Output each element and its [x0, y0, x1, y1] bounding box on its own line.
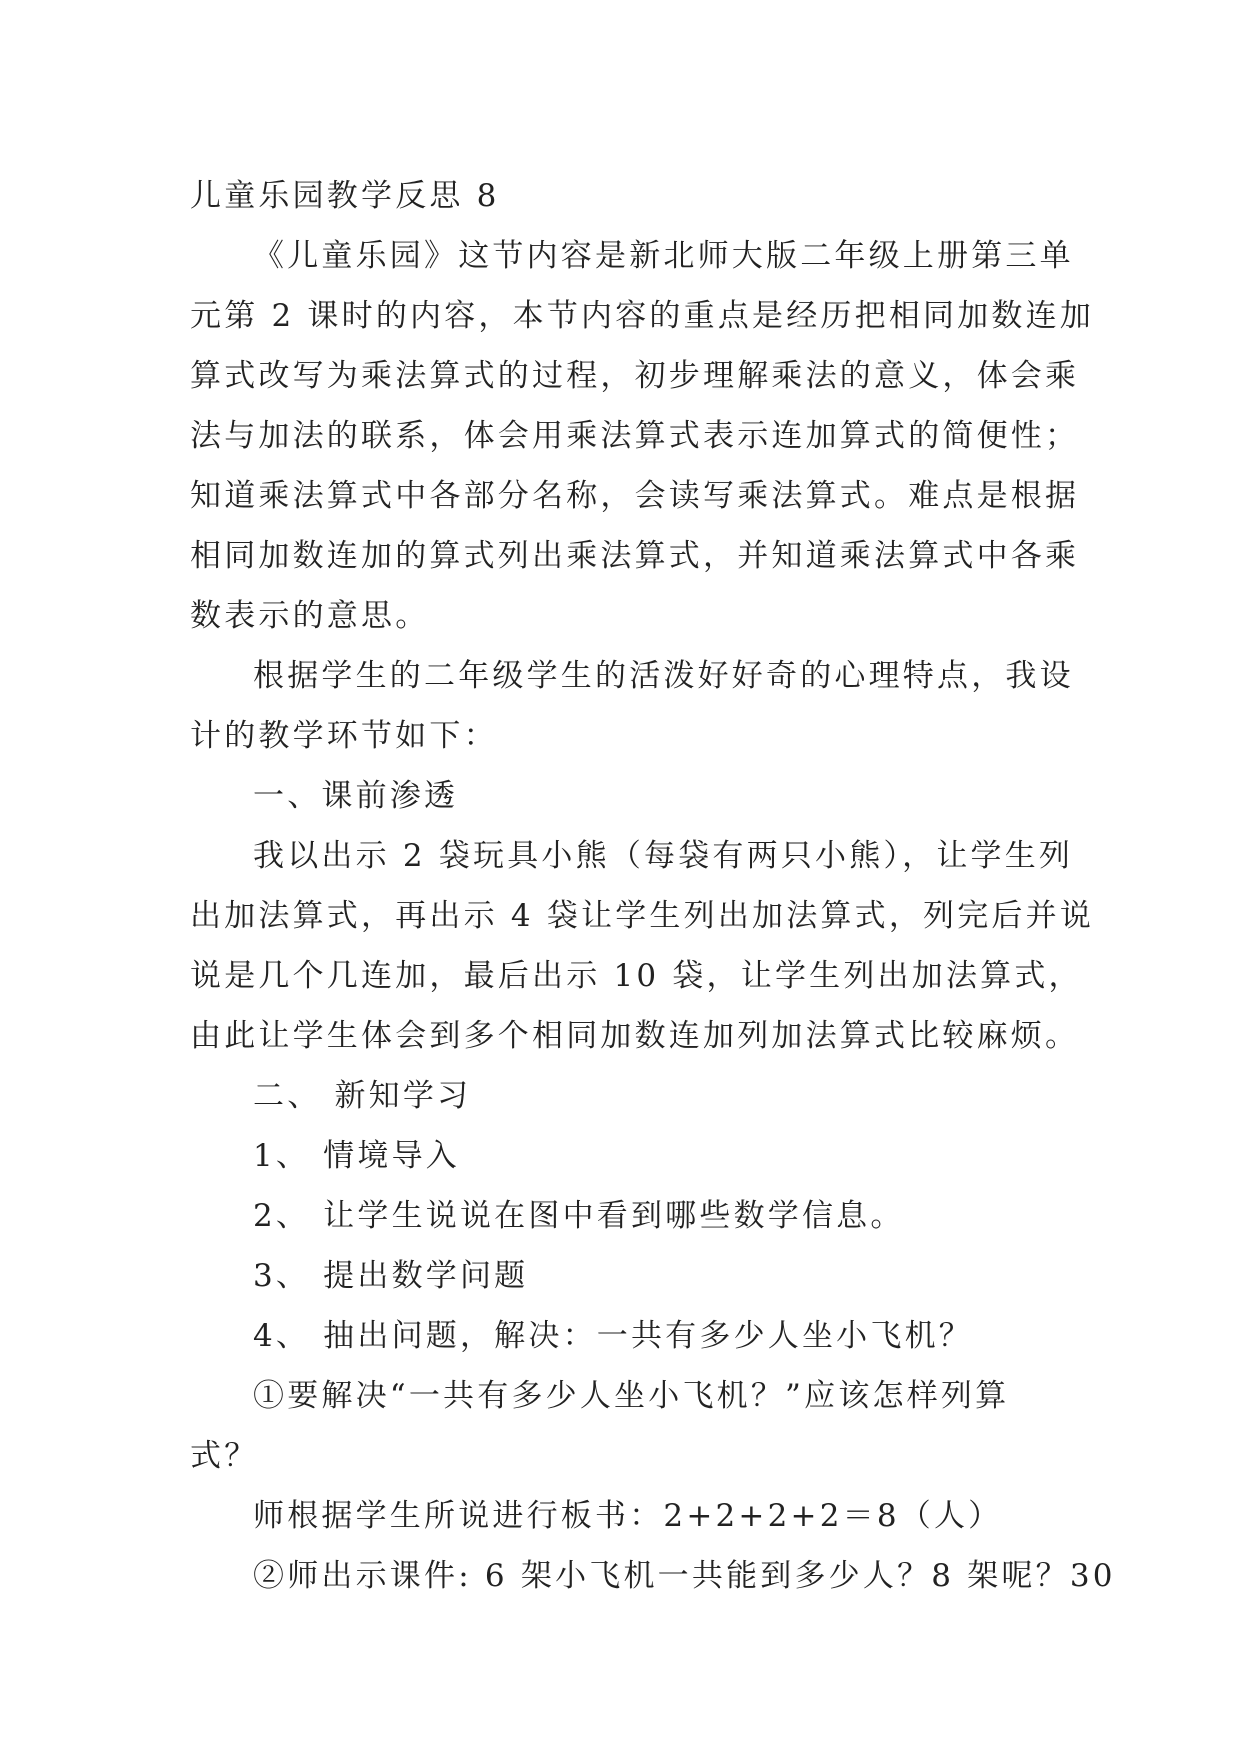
paragraph-line: 我以出示 2 袋玩具小熊（每袋有两只小熊），让学生列	[253, 838, 1074, 874]
paragraph-line: 根据学生的二年级学生的活泼好好奇的心理特点，我设	[253, 658, 1074, 694]
paragraph-line: 式？	[190, 1438, 259, 1474]
paragraph-line: 出加法算式，再出示 4 袋让学生列出加法算式，列完后并说	[190, 898, 1095, 934]
paragraph-line: 元第 2 课时的内容，本节内容的重点是经历把相同加数连加	[190, 298, 1095, 334]
paragraph-line: 说是几个几连加，最后出示 10 袋，让学生列出加法算式，	[190, 958, 1083, 994]
list-item: 3、 提出数学问题	[253, 1258, 529, 1294]
list-item: 1、 情境导入	[253, 1138, 460, 1174]
paragraph-line: 师根据学生所说进行板书：2+2+2+2＝8（人）	[253, 1498, 1003, 1534]
paragraph-line: 相同加数连加的算式列出乘法算式，并知道乘法算式中各乘	[190, 538, 1080, 574]
paragraph-line: 计的教学环节如下：	[190, 718, 498, 754]
paragraph-line: ①要解决“一共有多少人坐小飞机？”应该怎样列算	[253, 1378, 1010, 1414]
section-heading: 二、 新知学习	[253, 1078, 472, 1114]
paragraph-line: ②师出示课件: 6 架小飞机一共能到多少人？8 架呢？30	[253, 1558, 1116, 1594]
section-heading: 一、课前渗透	[253, 778, 459, 814]
document-title: 儿童乐园教学反思 8	[190, 178, 500, 214]
paragraph-line: 《儿童乐园》这节内容是新北师大版二年级上册第三单	[253, 238, 1074, 274]
paragraph-line: 由此让学生体会到多个相同加数连加列加法算式比较麻烦。	[190, 1018, 1080, 1054]
paragraph-line: 法与加法的联系，体会用乘法算式表示连加算式的简便性；	[190, 418, 1080, 454]
list-item: 4、 抽出问题，解决：一共有多少人坐小飞机？	[253, 1318, 973, 1354]
paragraph-line: 知道乘法算式中各部分名称，会读写乘法算式。难点是根据	[190, 478, 1080, 514]
paragraph-line: 数表示的意思。	[190, 598, 430, 634]
list-item: 2、 让学生说说在图中看到哪些数学信息。	[253, 1198, 905, 1234]
paragraph-line: 算式改写为乘法算式的过程，初步理解乘法的意义，体会乘	[190, 358, 1080, 394]
